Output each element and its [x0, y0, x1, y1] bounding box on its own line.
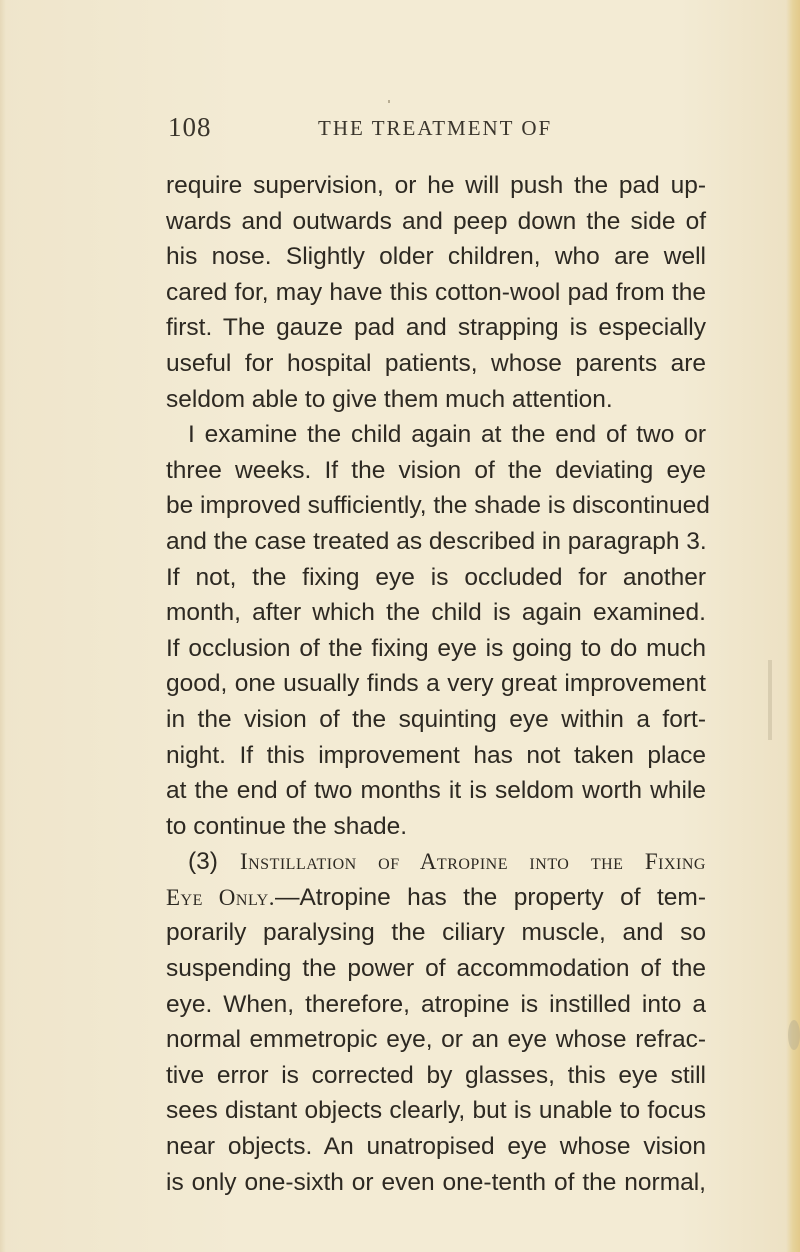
section-number: (3) — [188, 848, 218, 876]
text-line: If not, the fixing eye is occluded for another — [166, 563, 706, 591]
paper-smudge — [768, 660, 772, 740]
text-line: cared for, may have this cotton-wool pad from the — [166, 278, 706, 306]
text-line: sees distant objects clearly, but is unable to focus — [166, 1097, 706, 1125]
section-heading-continued-line — [166, 880, 706, 916]
text-line: normal emmetropic eye, or an eye whose refrac- — [166, 1026, 706, 1054]
section-heading: Instillation of Atropine into the Fixing — [239, 849, 706, 875]
text-line: be improved sufficiently, the shade is discontinued — [166, 492, 710, 520]
text-line: good, one usually finds a very great improvement — [166, 670, 706, 698]
paper-stain — [788, 1020, 800, 1050]
text-line: suspending the power of accommodation of the — [166, 955, 706, 983]
page-header — [168, 112, 708, 148]
text-line: to continue the shade. — [166, 812, 408, 840]
section-text-start: —Atropine has the property of tem- — [274, 883, 706, 911]
text-line: near objects. An unatropised eye whose vision — [166, 1133, 706, 1161]
page-gutter-shadow — [0, 0, 6, 1252]
section-heading-line — [166, 844, 706, 880]
text-line: If occlusion of the fixing eye is going to do much — [166, 634, 706, 662]
page-edge-discoloration — [786, 0, 800, 1252]
text-line: at the end of two months it is seldom worth while — [166, 777, 706, 805]
text-line: month, after which the child is again examined. — [166, 599, 706, 627]
text-line: three weeks. If the vision of the deviating eye — [166, 456, 706, 484]
text-line: in the vision of the squinting eye within a fort- — [166, 705, 706, 733]
text-line: his nose. Slightly older children, who are well — [166, 243, 706, 271]
text-line: useful for hospital patients, whose parents are — [166, 349, 706, 377]
text-line: night. If this improvement has not taken place — [166, 741, 706, 769]
section-heading-end: Eye Only. — [166, 884, 275, 910]
text-line: require supervision, or he will push the pad up- — [166, 172, 706, 199]
body-text — [166, 168, 710, 1200]
text-line: porarily paralysing the ciliary muscle, and so — [166, 919, 706, 947]
text-line: wards and outwards and peep down the side of — [166, 207, 706, 235]
text-line: seldom able to give them much attention. — [166, 385, 613, 413]
text-line: eye. When, therefore, atropine is instilled into a — [166, 990, 706, 1018]
text-line: first. The gauze pad and strapping is especially — [166, 314, 706, 342]
text-line: tive error is corrected by glasses, this eye still — [166, 1061, 706, 1089]
paragraph-start-line: I examine the child again at the end of two or — [188, 421, 706, 449]
text-line: and the case treated as described in paragraph 3. — [166, 527, 707, 555]
text-line: is only one-sixth or even one-tenth of the normal, — [166, 1168, 706, 1196]
page-number: 108 — [168, 112, 212, 142]
running-head: THE TREATMENT OF — [318, 116, 553, 140]
print-speck — [388, 100, 390, 103]
